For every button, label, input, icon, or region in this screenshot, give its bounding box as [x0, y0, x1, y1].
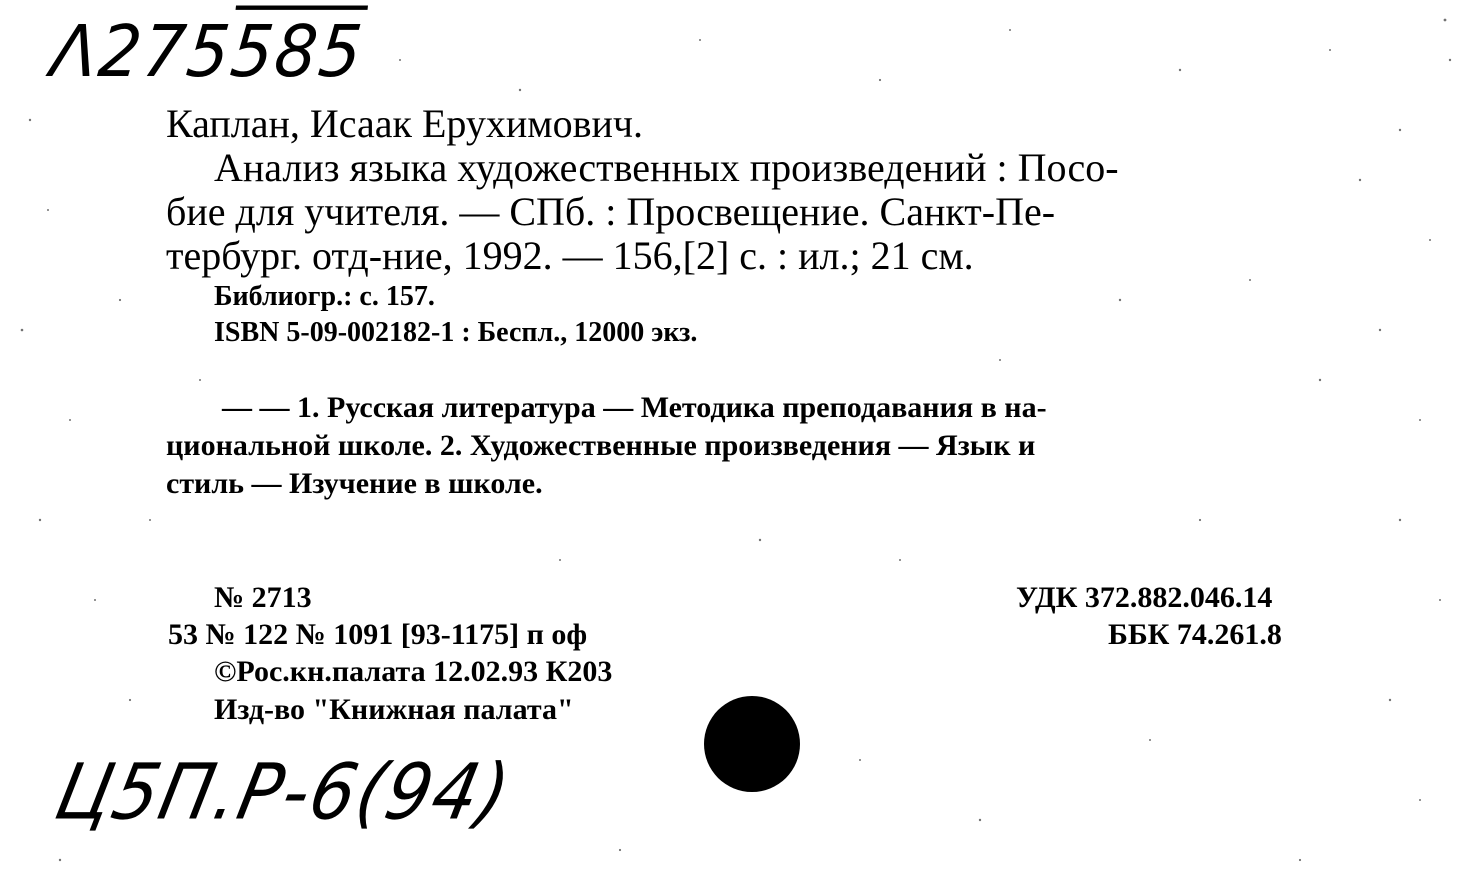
- bbk-code: ББК 74.261.8: [1108, 618, 1282, 651]
- bibliography-note: Библиогр.: с. 157.: [214, 281, 435, 312]
- title-line-2: бие для учителя. — СПб. : Просвещение. Санкт-Пе-: [166, 189, 1056, 234]
- record-number: № 2713: [214, 581, 312, 614]
- subject-line-1: — — 1. Русская литература — Методика преподавания в на-: [222, 391, 1047, 424]
- copyright-line: ©Рос.кн.палата 12.02.93 К203: [214, 655, 613, 688]
- isbn-line: ISBN 5-09-002182-1 : Беспл., 12000 экз.: [214, 317, 698, 348]
- subject-line-3: стиль — Изучение в школе.: [166, 467, 543, 500]
- author-heading: Каплан, Исаак Ерухимович.: [166, 101, 644, 146]
- udk-code: УДК 372.882.046.14: [1016, 581, 1273, 614]
- title-line-1: Анализ языка художественных произведений : Посо-: [214, 145, 1119, 190]
- handwritten-shelf-mark: Λ275585: [47, 9, 368, 94]
- handwritten-classmark: Ц5П.Р-6(94): [48, 746, 520, 838]
- publisher-line: Изд-во "Книжная палата": [214, 693, 574, 726]
- punch-hole: [704, 696, 800, 792]
- subject-line-2: циональной школе. 2. Художественные произведения — Язык и: [166, 429, 1036, 462]
- title-line-3: тербург. отд-ние, 1992. — 156,[2] с. : ил.; 21 см.: [166, 233, 974, 278]
- record-codes: 53 № 122 № 1091 [93-1175] п оф: [168, 618, 588, 651]
